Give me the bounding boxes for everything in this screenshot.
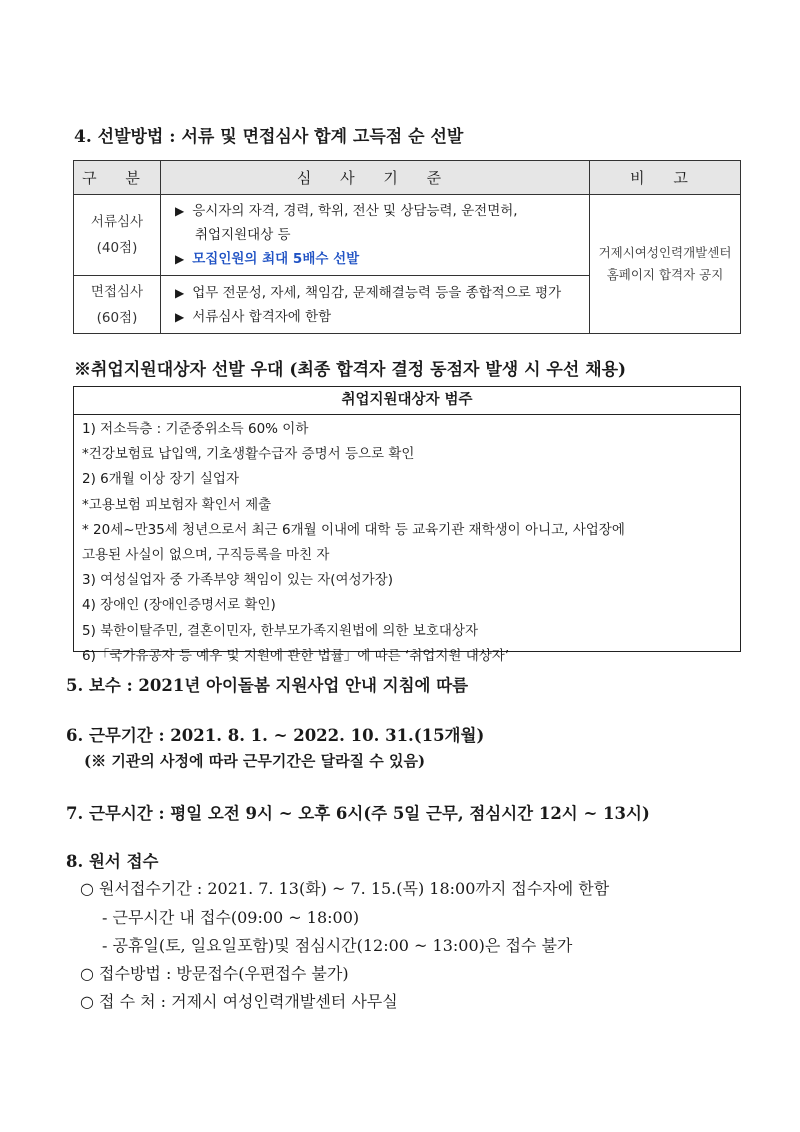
triangle-bullet-icon: ▶ bbox=[175, 309, 185, 324]
criteria-item-continued: 취업지원대상 등 bbox=[195, 227, 291, 243]
list-item: 1) 저소득층 : 기준중위소득 60% 이하 bbox=[82, 421, 309, 437]
row-criteria-interview bbox=[161, 276, 590, 334]
section-5-pay: 5. 보수 : 2021년 아이돌봄 지원사업 안내 지침에 따름 bbox=[66, 676, 469, 695]
section-4-title: 4. 선발방법 : 서류 및 면접심사 합계 고득점 순 선발 bbox=[74, 127, 464, 147]
row-criteria-document bbox=[161, 195, 590, 276]
application-place: ○ 접 수 처 : 거제시 여성인력개발센터 사무실 bbox=[80, 992, 398, 1011]
note-line: 홈페이지 합격자 공지 bbox=[606, 267, 724, 282]
triangle-bullet-icon: ▶ bbox=[175, 285, 185, 300]
list-item: 2) 6개월 이상 장기 실업자 bbox=[82, 471, 239, 488]
application-sub-1: - 근무시간 내 접수(09:00 ~ 18:00) bbox=[102, 908, 360, 927]
preference-box-title: 취업지원대상자 범주 bbox=[74, 387, 740, 415]
table-row bbox=[74, 195, 741, 276]
category-label: 면접심사 bbox=[90, 283, 144, 300]
triangle-bullet-icon: ▶ bbox=[175, 252, 185, 266]
header-note: 비 고 bbox=[590, 161, 741, 195]
list-item: 5) 북한이탈주민, 결혼이민자, 한부모가족지원법에 의한 보호대상자 bbox=[82, 622, 479, 639]
preference-box bbox=[73, 386, 741, 664]
period-note: (※ 기관의 사정에 따라 근무기간은 달라질 수 있음) bbox=[84, 752, 426, 770]
list-item: *건강보험료 납입액, 기초생활수급자 증명서 등으로 확인 bbox=[82, 446, 415, 463]
criteria-item: ▶ 업무 전문성, 자세, 책임감, 문제해결능력 등을 종합적으로 평가 bbox=[175, 284, 562, 301]
list-item: * 20세~만35세 청년으로서 최근 6개월 이내에 대학 등 교육기관 재학생이 아니고, 사업장에 bbox=[82, 521, 625, 538]
list-item: 고용된 사실이 없으며, 구직등록을 마친 자 bbox=[82, 547, 330, 564]
preference-title: ※취업지원대상자 선발 우대 (최종 합격자 결정 동점자 발생 시 우선 채용) bbox=[74, 360, 627, 380]
criteria-item: ▶ 응시자의 자격, 경력, 학위, 전산 및 상담능력, 운전면허, bbox=[175, 203, 518, 219]
selection-criteria-table bbox=[73, 160, 741, 334]
list-item: 6)「국가유공자 등 예우 및 지원에 관한 법률」에 따른 ‘취업지원 대상자’ bbox=[82, 647, 510, 664]
category-points: (60점) bbox=[96, 309, 138, 326]
section-6-period: 6. 근무기간 : 2021. 8. 1. ~ 2022. 10. 31.(15개월) bbox=[66, 726, 485, 745]
note-line: 거제시여성인력개발센터 bbox=[598, 245, 732, 260]
table-header-row bbox=[74, 161, 741, 195]
section-7-hours: 7. 근무시간 : 평일 오전 9시 ~ 오후 6시(주 5일 근무, 점심시간 12시 ~ 13시) bbox=[66, 804, 650, 823]
header-category: 구 분 bbox=[74, 161, 161, 195]
application-sub-2: - 공휴일(토, 일요일포함)및 점심시간(12:00 ~ 13:00)은 접수 불가 bbox=[102, 936, 573, 955]
category-label: 서류심사 bbox=[90, 214, 144, 230]
header-criteria: 심 사 기 준 bbox=[161, 161, 590, 195]
list-item: *고용보험 피보험자 확인서 제출 bbox=[82, 496, 272, 513]
section-8-title: 8. 원서 접수 bbox=[66, 852, 159, 871]
row-category-interview bbox=[74, 276, 161, 334]
criteria-item-highlight: ▶ 모집인원의 최대 5배수 선발 bbox=[175, 251, 360, 267]
application-period: ○ 원서접수기간 : 2021. 7. 13(화) ~ 7. 15.(목) 18:00까지 접수자에 한함 bbox=[80, 879, 610, 898]
list-item: 4) 장애인 (장애인증명서로 확인) bbox=[82, 597, 276, 614]
triangle-bullet-icon: ▶ bbox=[175, 204, 185, 218]
preference-list bbox=[74, 415, 740, 669]
list-item: 3) 여성실업자 중 가족부양 책임이 있는 자(여성가장) bbox=[82, 572, 393, 589]
row-category-document bbox=[74, 195, 161, 276]
criteria-item: ▶ 서류심사 합격자에 한함 bbox=[175, 308, 332, 325]
category-points: (40점) bbox=[96, 240, 138, 256]
application-method: ○ 접수방법 : 방문접수(우편접수 불가) bbox=[80, 964, 349, 983]
note-cell bbox=[590, 195, 741, 334]
